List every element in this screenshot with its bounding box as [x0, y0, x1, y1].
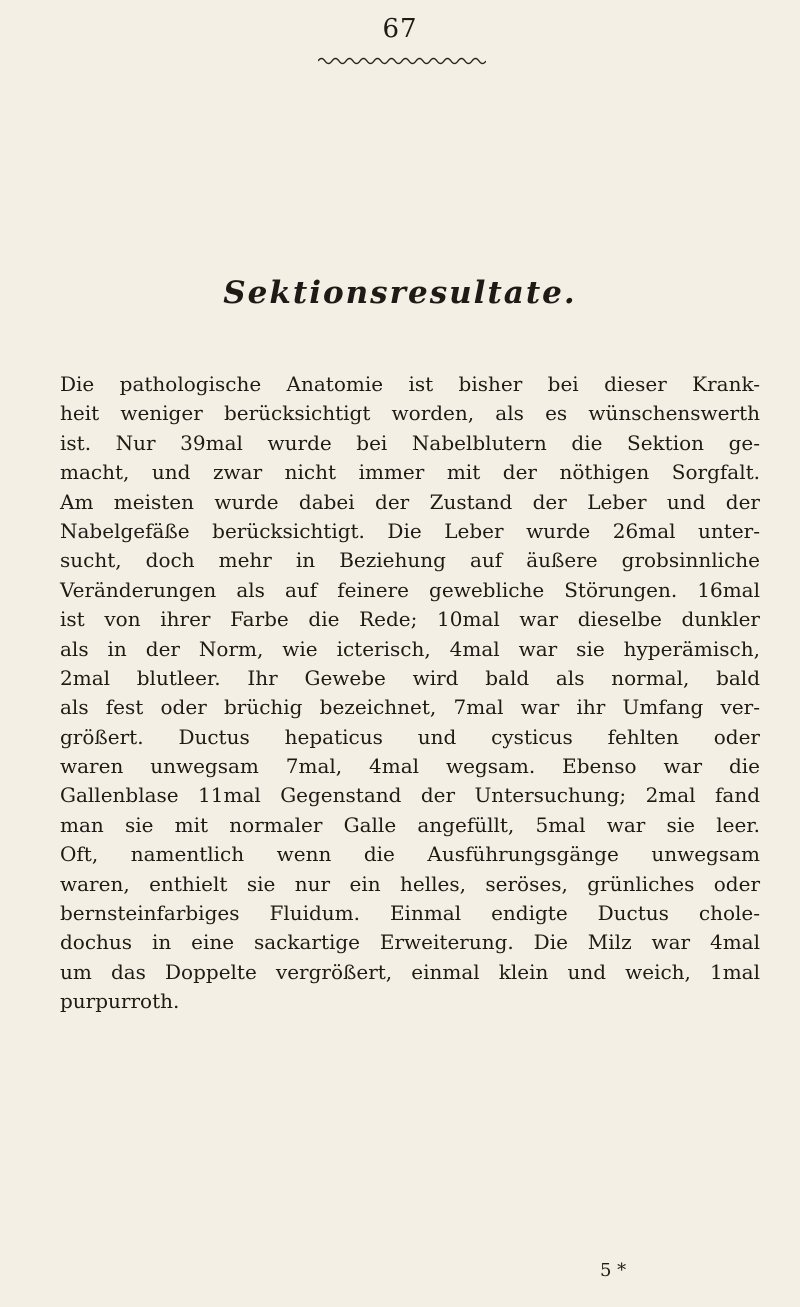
text-line: heit weniger berücksichtigt worden, als es wünschenswerth — [60, 401, 760, 426]
text-line: man sie mit normaler Galle angefüllt, 5mal war sie leer. — [60, 812, 760, 837]
text-line: bernsteinfarbiges Fluidum. Einmal endigte Ductus chole- — [60, 901, 760, 926]
page-number: 67 — [382, 14, 418, 44]
text-line: macht, und zwar nicht immer mit der nöthigen Sorgfalt. — [60, 460, 760, 485]
text-line: Am meisten wurde dabei der Zustand der Leber und der — [60, 489, 760, 514]
text-line: waren, enthielt sie nur ein helles, seröses, grünliches oder — [60, 871, 760, 896]
signature-mark: 5 * — [600, 1260, 627, 1281]
text-line: Die pathologische Anatomie ist bisher bei dieser Krank- — [60, 372, 760, 396]
text-line: Gallenblase 11mal Gegenstand der Untersuchung; 2mal fand — [60, 783, 760, 808]
text-line: waren unwegsam 7mal, 4mal wegsam. Ebenso war die — [60, 754, 760, 779]
text-line: als fest oder brüchig bezeichnet, 7mal war ihr Umfang ver- — [60, 695, 760, 720]
section-title: Sektionsresultate. — [223, 275, 577, 311]
wavy-rule-ornament — [318, 56, 486, 66]
text-line: größert. Ductus hepaticus und cysticus fehlten oder — [60, 724, 760, 749]
text-line: purpurroth. — [60, 989, 180, 1014]
text-line: um das Doppelte vergrößert, einmal klein und weich, 1mal — [60, 959, 760, 984]
text-line: ist von ihrer Farbe die Rede; 10mal war dieselbe dunkler — [60, 607, 760, 632]
text-line: Oft, namentlich wenn die Ausführungsgänge unwegsam — [60, 842, 760, 867]
text-line: als in der Norm, wie icterisch, 4mal war sie hyperämisch, — [60, 636, 760, 661]
text-line: 2mal blutleer. Ihr Gewebe wird bald als normal, bald — [60, 665, 760, 690]
text-line: ist. Nur 39mal wurde bei Nabelblutern die Sektion ge- — [60, 430, 760, 455]
text-line: Nabelgefäße berücksichtigt. Die Leber wurde 26mal unter- — [60, 518, 760, 543]
text-line: dochus in eine sackartige Erweiterung. Die Milz war 4mal — [60, 930, 760, 955]
text-line: sucht, doch mehr in Beziehung auf äußere grobsinnliche — [60, 548, 760, 573]
body-paragraph — [60, 370, 760, 1017]
text-line: Veränderungen als auf feinere gewebliche Störungen. 16mal — [60, 577, 760, 602]
